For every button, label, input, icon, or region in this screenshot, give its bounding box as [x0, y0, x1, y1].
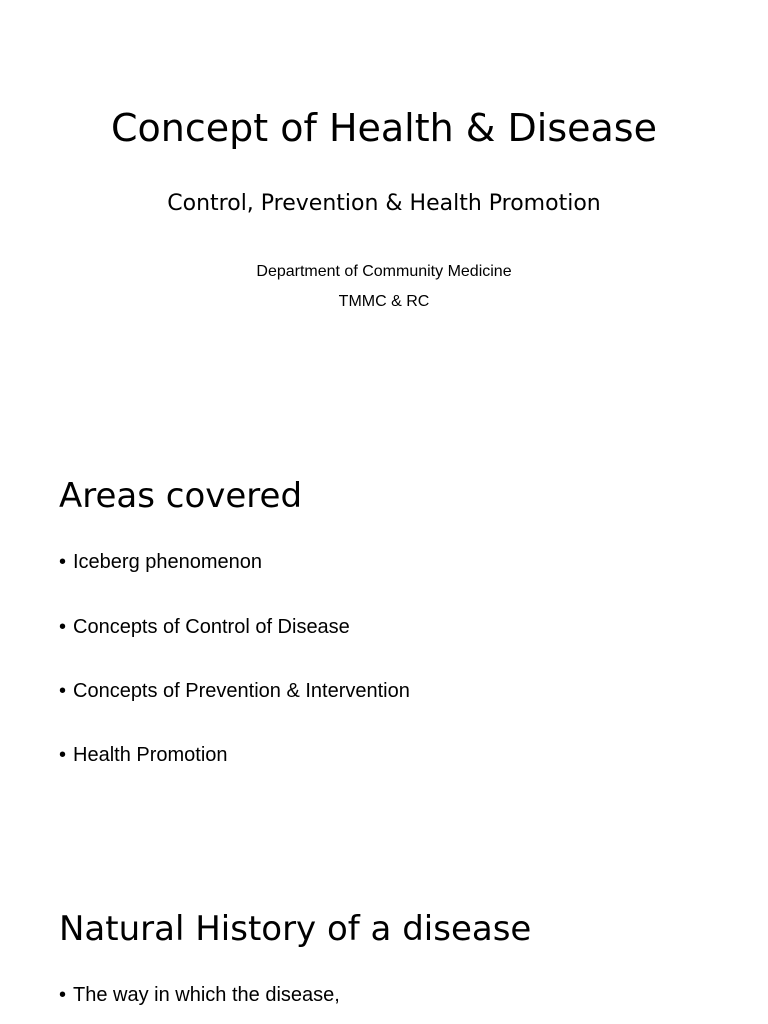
bullet-icon: •	[59, 984, 67, 1006]
slide-heading: Areas covered	[59, 476, 303, 516]
institution-credit: TMMC & RC	[338, 293, 430, 310]
title-slide	[0, 0, 768, 410]
department-credit: Department of Community Medicine	[256, 263, 512, 280]
bullet-item	[59, 615, 350, 639]
bullet-text: The way in which the disease,	[73, 984, 340, 1006]
bullet-icon: •	[59, 551, 67, 573]
bullet-text: Iceberg phenomenon	[73, 551, 263, 573]
bullet-icon: •	[59, 616, 67, 638]
bullet-item	[59, 743, 228, 767]
bullet-text: Concepts of Control of Disease	[73, 616, 350, 638]
slide-title: Concept of Health & Disease	[111, 106, 657, 150]
bullet-icon: •	[59, 680, 67, 702]
bullet-text: Concepts of Prevention & Intervention	[73, 680, 410, 702]
bullet-icon: •	[59, 744, 67, 766]
bullet-item	[59, 679, 410, 703]
bullet-text: Health Promotion	[73, 744, 228, 766]
bullet-item	[59, 550, 262, 574]
bullet-item	[59, 983, 340, 1007]
areas-covered-slide	[0, 410, 768, 850]
slide-subtitle: Control, Prevention & Health Promotion	[167, 191, 601, 216]
natural-history-slide	[0, 850, 768, 1024]
slide-heading: Natural History of a disease	[59, 909, 532, 949]
